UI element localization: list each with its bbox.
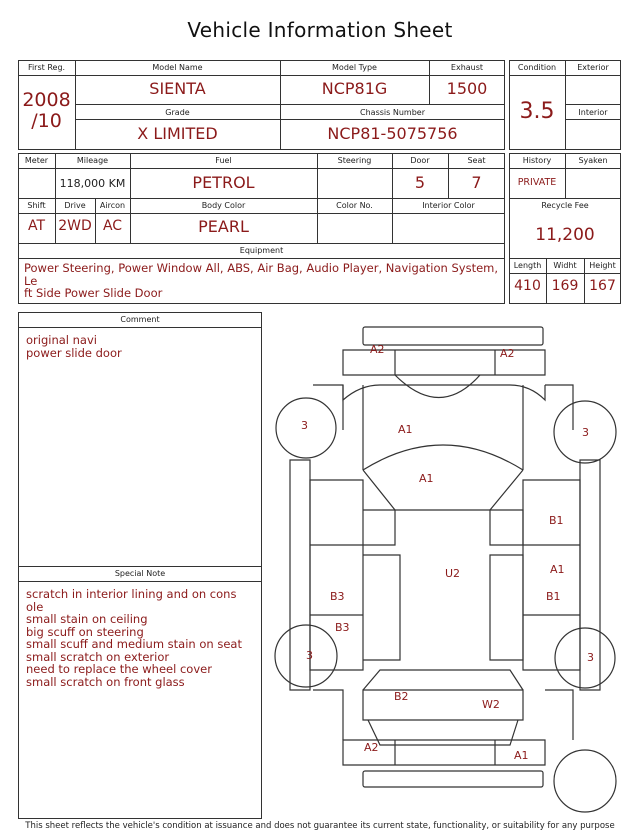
length-label: Length bbox=[513, 261, 542, 270]
aircon-value: AC bbox=[102, 218, 123, 234]
code-rear-gate: W2 bbox=[482, 698, 500, 711]
door-value: 5 bbox=[414, 173, 426, 192]
first-reg-month: /10 bbox=[31, 110, 62, 132]
special-note-text: scratch in interior lining and on cons ole small stain on ceiling big scuff on steering small scuff and medium stain on seat small scratch on exterior need to replace the wheel cover small scratch on front glass bbox=[26, 587, 242, 689]
disclaimer-footer: This sheet reflects the vehicle's condition at issuance and does not guarantee its current state, functionality, or suitability for any purpose bbox=[25, 821, 615, 831]
code-left-door-rear: B3 bbox=[335, 621, 350, 634]
width-value: 169 bbox=[551, 278, 579, 294]
drive-label: Drive bbox=[64, 201, 86, 210]
length-value: 410 bbox=[514, 278, 541, 294]
body-color-label: Body Color bbox=[201, 201, 246, 210]
interior-color-label: Interior Color bbox=[422, 201, 475, 210]
code-windshield: A1 bbox=[419, 472, 434, 485]
model-name-label: Model Name bbox=[152, 63, 203, 72]
model-type-label: Model Type bbox=[332, 63, 377, 72]
height-label: Height bbox=[589, 261, 616, 270]
width-label: Widht bbox=[553, 261, 577, 270]
equipment-value: Power Steering, Power Window All, ABS, Air Bag, Audio Player, Navigation System, Le ft Side Power Slide Door bbox=[24, 261, 499, 300]
mileage-value: 118,000 KM bbox=[59, 177, 126, 190]
chassis-label: Chassis Number bbox=[360, 108, 425, 117]
seat-value: 7 bbox=[471, 173, 482, 192]
code-tire-fl: 3 bbox=[301, 419, 308, 432]
comment-label: Comment bbox=[120, 315, 160, 324]
code-tire-rl: 3 bbox=[306, 649, 313, 662]
condition-grade: 3.5 bbox=[519, 99, 555, 124]
shift-value: AT bbox=[27, 218, 46, 234]
page-title: Vehicle Information Sheet bbox=[187, 18, 453, 42]
model-type-value: NCP81G bbox=[321, 79, 388, 98]
code-tire-fr: 3 bbox=[582, 426, 589, 439]
chassis-value: NCP81-5075756 bbox=[327, 124, 458, 143]
steering-label: Steering bbox=[337, 156, 372, 165]
code-tire-rr: 3 bbox=[587, 651, 594, 664]
exhaust-value: 1500 bbox=[446, 79, 488, 98]
door-label: Door bbox=[410, 156, 430, 165]
code-right-door-rear: A1 bbox=[550, 563, 565, 576]
comment-text: original navi power slide door bbox=[26, 333, 122, 360]
body-color-value: PEARL bbox=[198, 217, 249, 236]
aircon-label: Aircon bbox=[99, 201, 126, 210]
first-reg-label: First Reg. bbox=[27, 63, 66, 72]
code-roof: U2 bbox=[445, 567, 461, 580]
code-hood: A1 bbox=[398, 423, 413, 436]
seat-label: Seat bbox=[467, 156, 486, 165]
drive-value: 2WD bbox=[58, 218, 92, 234]
code-rear-right: A1 bbox=[514, 749, 529, 762]
code-front-right: A2 bbox=[500, 347, 515, 360]
code-right-door-front: B1 bbox=[549, 514, 564, 527]
equipment-label: Equipment bbox=[239, 246, 284, 255]
first-reg-year: 2008 bbox=[22, 89, 71, 111]
model-name-value: SIENTA bbox=[149, 79, 206, 98]
height-value: 167 bbox=[589, 278, 616, 294]
history-label: History bbox=[522, 156, 552, 165]
condition-label: Condition bbox=[517, 63, 557, 72]
code-left-door-front: B3 bbox=[330, 590, 345, 603]
exterior-label: Exterior bbox=[577, 63, 609, 72]
exhaust-label: Exhaust bbox=[450, 63, 484, 72]
history-value: PRIVATE bbox=[517, 177, 557, 188]
meter-label: Meter bbox=[24, 156, 49, 165]
special-note-label: Special Note bbox=[114, 569, 166, 578]
recycle-fee-label: Recycle Fee bbox=[541, 201, 589, 210]
syaken-label: Syaken bbox=[578, 156, 608, 165]
code-front-left: A2 bbox=[370, 343, 385, 356]
fuel-label: Fuel bbox=[215, 156, 232, 165]
grade-value: X LIMITED bbox=[137, 124, 218, 143]
code-right-side-rear: B1 bbox=[546, 590, 561, 603]
recycle-fee-value: 11,200 bbox=[535, 225, 595, 245]
color-no-label: Color No. bbox=[336, 201, 373, 210]
code-rear-left: A2 bbox=[364, 741, 379, 754]
grade-label: Grade bbox=[165, 108, 190, 117]
shift-label: Shift bbox=[27, 201, 46, 210]
mileage-label: Mileage bbox=[76, 156, 109, 165]
code-rear-glass: B2 bbox=[394, 690, 409, 703]
interior-label: Interior bbox=[578, 108, 608, 117]
fuel-value: PETROL bbox=[192, 173, 255, 192]
